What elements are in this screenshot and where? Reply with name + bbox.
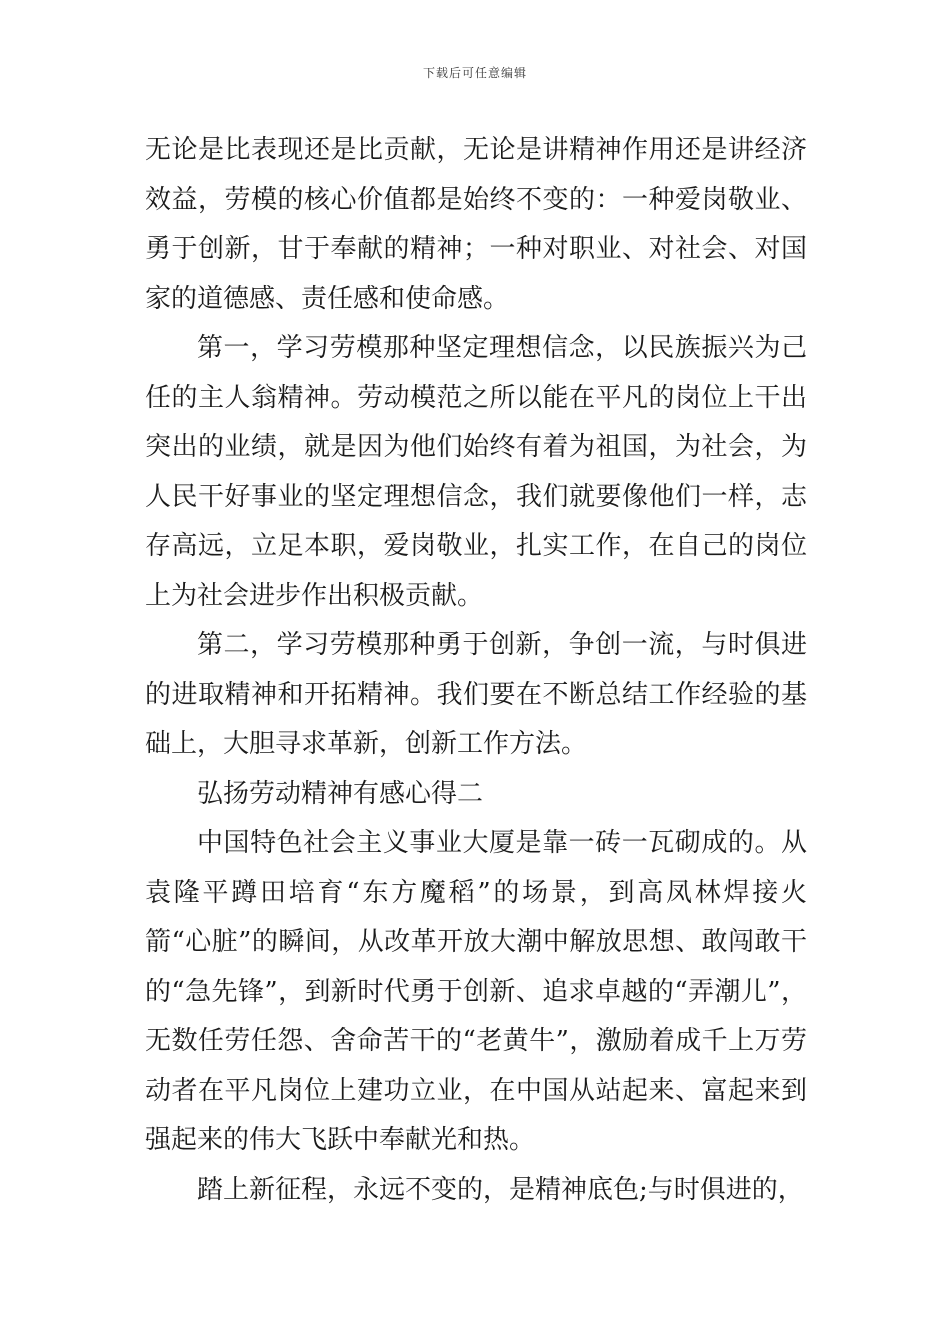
paragraph: 中国特色社会主义事业大厦是靠一砖一瓦砌成的。从袁隆平蹲田培育“东方魔稻”的场景，到高凤林焊接火箭“心脏”的瞬间，从改革开放大潮中解放思想、敢闯敢干的“急先锋”，到新时代勇于创新、追求卓越的“弄潮儿”，无数任劳任怨、舍命苦干的“老黄牛”，激励着成千上万劳动者在平凡岗位上建功立业，在中国从站起来、富起来到强起来的伟大飞跃中奉献光和热。 xyxy=(145,828,807,1155)
paragraph: 踏上新征程，永远不变的，是精神底色;与时俱进的， xyxy=(197,1174,804,1205)
paragraph: 无论是比表现还是比贡献，无论是讲精神作用还是讲经济效益，劳模的核心价值都是始终不变的：一种爱岗敬业、勇于创新，甘于奉献的精神；一种对职业、对社会、对国家的道德感、责任感和使命感。 xyxy=(145,135,807,314)
document-body xyxy=(145,126,807,1215)
page-header: 下载后可任意编辑 xyxy=(422,66,527,80)
section-heading: 弘扬劳动精神有感心得二 xyxy=(197,778,484,809)
paragraph: 第一，学习劳模那种坚定理想信念，以民族振兴为己任的主人翁精神。劳动模范之所以能在平凡的岗位上干出突出的业绩，就是因为他们始终有着为祖国，为社会，为人民干好事业的坚定理想信念，我们就要像他们一样，志存高远，立足本职，爱岗敬业，扎实工作，在自己的岗位上为社会进步作出积极贡献。 xyxy=(145,333,807,611)
paragraph: 第二，学习劳模那种勇于创新，争创一流，与时俱进的进取精神和开拓精神。我们要在不断总结工作经验的基础上，大胆寻求革新，创新工作方法。 xyxy=(145,630,807,759)
